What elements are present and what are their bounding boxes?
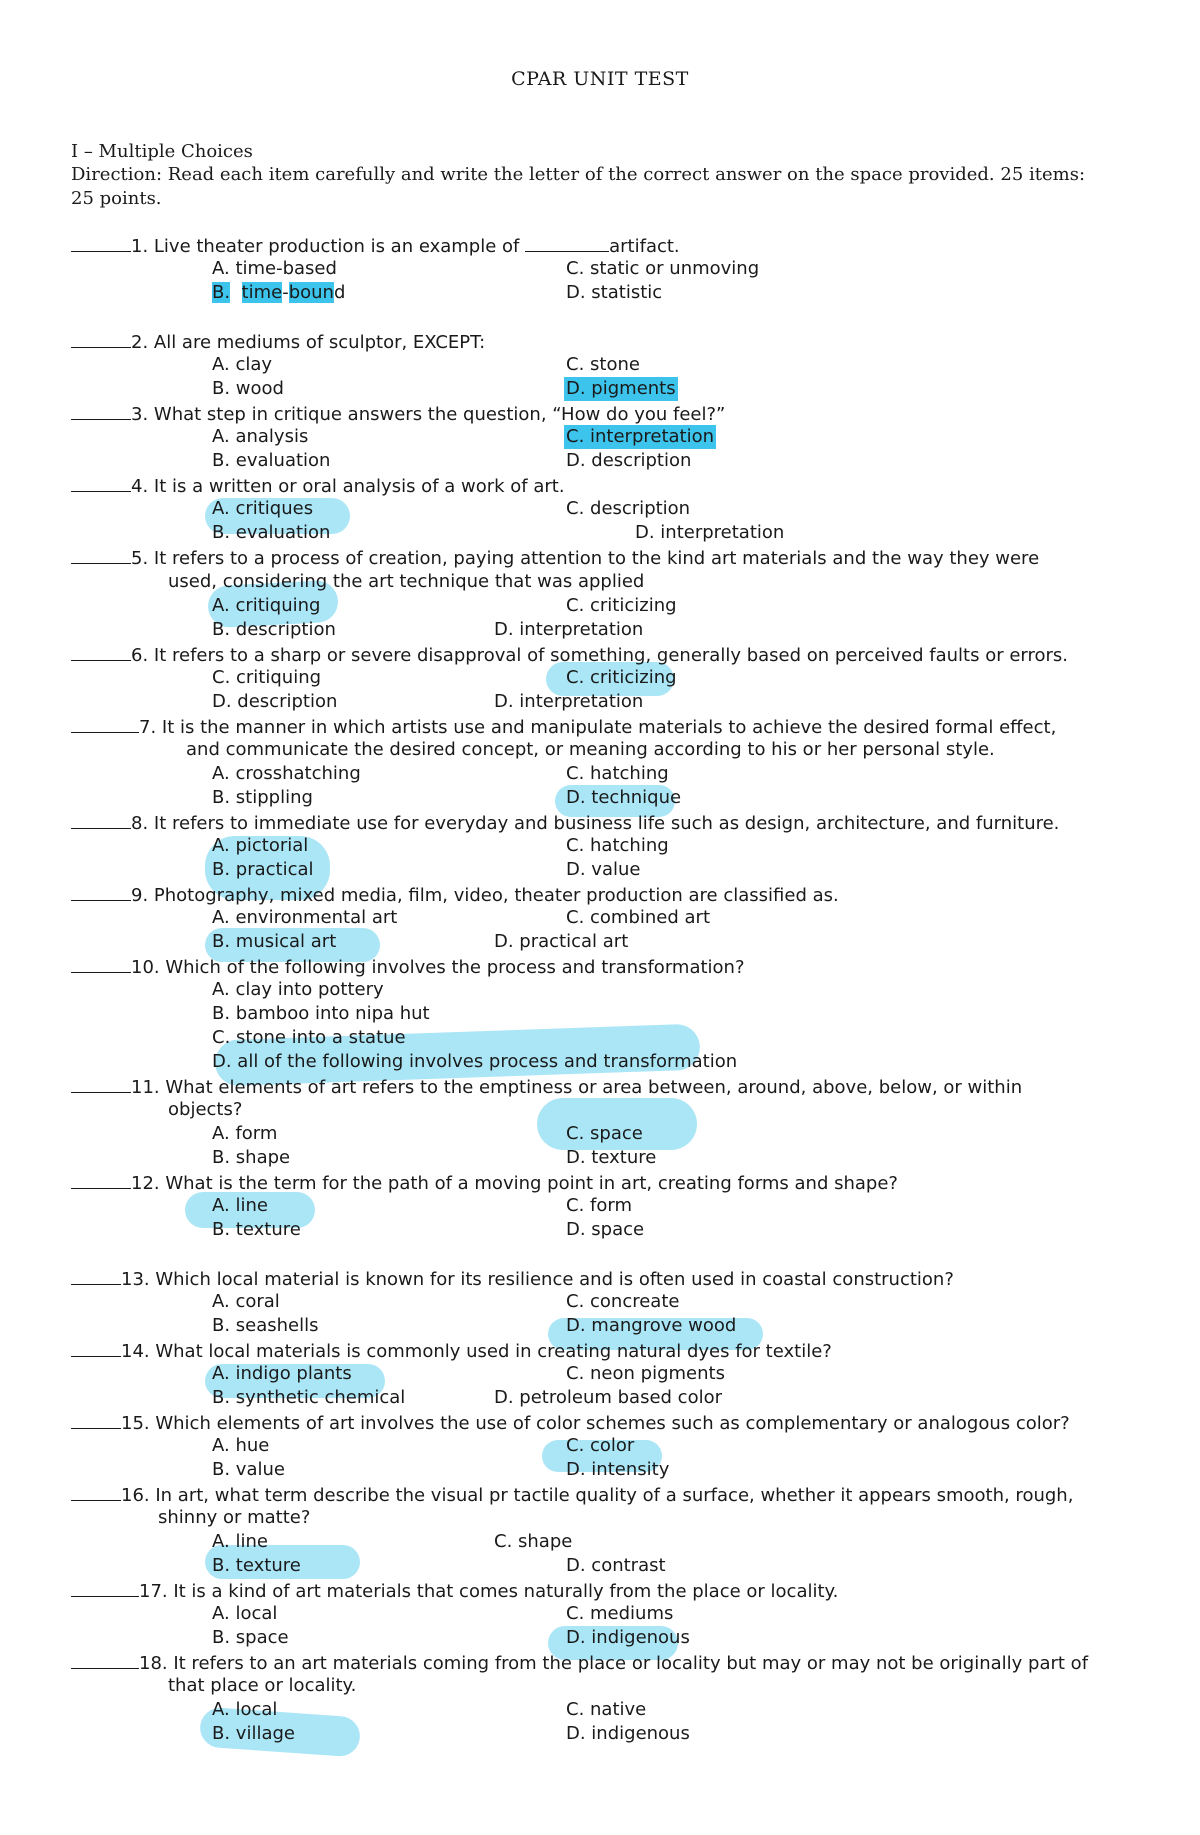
question-8 — [71, 810, 1131, 836]
question-stem: 18. It refers to an art materials coming from the place or locality but may or may not be originally part of — [139, 1653, 1089, 1674]
answer-blank[interactable] — [71, 1266, 121, 1285]
q12-option-d: D. space — [566, 1219, 645, 1240]
question-14 — [71, 1338, 1131, 1364]
q12-option-b: B. texture — [212, 1219, 301, 1240]
question-stem: 5. It refers to a process of creation, paying attention to the kind art materials and the way they were — [131, 548, 1040, 569]
q3-option-a: A. analysis — [212, 426, 309, 447]
q13-option-d: D. mangrove wood — [566, 1315, 737, 1336]
question-stem: 17. It is a kind of art materials that comes naturally from the place or locality. — [139, 1581, 839, 1602]
q5-option-d: D. interpretation — [494, 619, 644, 640]
question-stem-end: artifact. — [609, 236, 680, 257]
answer-blank[interactable] — [71, 1482, 121, 1501]
question-4 — [71, 473, 1131, 499]
q2-option-c: C. stone — [566, 354, 640, 375]
question-15 — [71, 1410, 1131, 1436]
question-stem: 10. Which of the following involves the process and transformation? — [131, 957, 745, 978]
q15-option-b: B. value — [212, 1459, 285, 1480]
q14-option-b: B. synthetic chemical — [212, 1387, 406, 1408]
answer-blank[interactable] — [71, 1170, 131, 1189]
answer-blank[interactable] — [71, 329, 131, 348]
direction-line-1: Direction: Read each item carefully and write the letter of the correct answer on the space provided. 25 items: — [71, 164, 1086, 185]
q18-option-a: A. local — [212, 1699, 278, 1720]
q3-option-d: D. description — [566, 450, 692, 471]
q3-option-c: C. interpretation — [566, 426, 715, 447]
q14-option-d: D. petroleum based color — [494, 1387, 722, 1408]
q12-option-a: A. line — [212, 1195, 268, 1216]
question-17 — [71, 1578, 1131, 1604]
q18-stem-continued: that place or locality. — [168, 1675, 357, 1696]
q5-stem-continued: used, considering the art technique that was applied — [168, 571, 645, 592]
q15-option-c: C. color — [566, 1435, 635, 1456]
q2-option-b: B. wood — [212, 378, 284, 399]
q1-option-d: D. statistic — [566, 282, 663, 303]
question-16 — [71, 1482, 1131, 1508]
q11-option-d: D. texture — [566, 1147, 657, 1168]
question-1 — [71, 233, 1131, 259]
question-stem: 11. What elements of art refers to the emptiness or area between, around, above, below, or within — [131, 1077, 1023, 1098]
q10-option-c: C. stone into a statue — [212, 1027, 406, 1048]
q8-option-b: B. practical — [212, 859, 314, 880]
q7-stem-continued: and communicate the desired concept, or meaning according to his or her personal style. — [186, 739, 995, 760]
direction-line-2: 25 points. — [71, 188, 162, 209]
q5-option-c: C. criticizing — [566, 595, 677, 616]
q18-option-c: C. native — [566, 1699, 647, 1720]
question-9 — [71, 882, 1131, 908]
answer-blank[interactable] — [71, 714, 139, 733]
q1-option-a: A. time-based — [212, 258, 337, 279]
q1-option-b: B. time-bound — [212, 282, 346, 303]
q2-option-d: D. pigments — [566, 378, 676, 399]
question-stem: 4. It is a written or oral analysis of a work of art. — [131, 476, 565, 497]
q9-option-a: A. environmental art — [212, 907, 398, 928]
q16-option-b: B. texture — [212, 1555, 301, 1576]
q8-option-d: D. value — [566, 859, 641, 880]
question-stem: 3. What step in critique answers the question, “How do you feel?” — [131, 404, 726, 425]
q5-option-b: B. description — [212, 619, 336, 640]
q17-option-d: D. indigenous — [566, 1627, 690, 1648]
q11-option-b: B. shape — [212, 1147, 291, 1168]
q18-option-b: B. village — [212, 1723, 295, 1744]
q11-option-c: C. space — [566, 1123, 643, 1144]
q13-option-c: C. concreate — [566, 1291, 680, 1312]
answer-blank[interactable] — [71, 642, 131, 661]
page-title: CPAR UNIT TEST — [511, 68, 689, 90]
question-7 — [71, 714, 1131, 740]
q7-option-b: B. stippling — [212, 787, 313, 808]
answer-blank[interactable] — [71, 1578, 139, 1597]
question-stem: 15. Which elements of art involves the use of color schemes such as complementary or analogous color? — [121, 1413, 1070, 1434]
q6-option-c: C. criticizing — [566, 667, 677, 688]
question-stem: 1. Live theater production is an example of — [131, 236, 520, 257]
question-6 — [71, 642, 1131, 668]
q8-option-a: A. pictorial — [212, 835, 309, 856]
q17-option-c: C. mediums — [566, 1603, 674, 1624]
q7-option-a: A. crosshatching — [212, 763, 361, 784]
q12-option-c: C. form — [566, 1195, 632, 1216]
answer-blank[interactable] — [71, 810, 131, 829]
q6-option-a: C. critiquing — [212, 667, 322, 688]
q16-stem-continued: shinny or matte? — [158, 1507, 311, 1528]
answer-blank[interactable] — [71, 233, 131, 252]
q9-option-d: D. practical art — [494, 931, 629, 952]
answer-blank[interactable] — [71, 1338, 121, 1357]
q15-option-d: D. intensity — [566, 1459, 670, 1480]
answer-blank[interactable] — [71, 954, 131, 973]
q10-option-a: A. clay into pottery — [212, 979, 384, 1000]
question-stem: 6. It refers to a sharp or severe disapproval of something, generally based on perceived faults or errors. — [131, 645, 1069, 666]
question-stem: 9. Photography, mixed media, film, video, theater production are classified as. — [131, 885, 839, 906]
fill-blank — [525, 233, 609, 252]
question-stem: 12. What is the term for the path of a moving point in art, creating forms and shape? — [131, 1173, 898, 1194]
q11-option-a: A. form — [212, 1123, 278, 1144]
q13-option-b: B. seashells — [212, 1315, 319, 1336]
answer-blank[interactable] — [71, 401, 131, 420]
q17-option-b: B. space — [212, 1627, 289, 1648]
question-stem: 8. It refers to immediate use for everyday and business life such as design, architecture, and furniture. — [131, 813, 1060, 834]
answer-blank[interactable] — [71, 545, 131, 564]
question-10 — [71, 954, 1131, 980]
answer-blank[interactable] — [71, 1410, 121, 1429]
q9-option-c: C. combined art — [566, 907, 710, 928]
q6-option-d: D. interpretation — [494, 691, 644, 712]
question-stem: 2. All are mediums of sculptor, EXCEPT: — [131, 332, 486, 353]
answer-blank[interactable] — [71, 1074, 131, 1093]
q17-option-a: A. local — [212, 1603, 278, 1624]
q4-option-d: D. interpretation — [635, 522, 785, 543]
question-12 — [71, 1170, 1131, 1196]
q14-option-c: C. neon pigments — [566, 1363, 725, 1384]
q6-option-b: D. description — [212, 691, 338, 712]
question-5 — [71, 545, 1131, 571]
question-2 — [71, 329, 1131, 355]
q4-option-a: A. critiques — [212, 498, 314, 519]
q3-option-b: B. evaluation — [212, 450, 331, 471]
q1-option-c: C. static or unmoving — [566, 258, 760, 279]
q14-option-a: A. indigo plants — [212, 1363, 352, 1384]
q16-option-d: D. contrast — [566, 1555, 666, 1576]
question-3 — [71, 401, 1131, 427]
question-18 — [71, 1650, 1131, 1676]
question-11 — [71, 1074, 1131, 1100]
q5-option-a: A. critiquing — [212, 595, 321, 616]
question-stem: 7. It is the manner in which artists use and manipulate materials to achieve the desired formal effect, — [139, 717, 1057, 738]
q7-option-c: C. hatching — [566, 763, 669, 784]
q11-stem-continued: objects? — [168, 1099, 243, 1120]
q16-option-c: C. shape — [494, 1531, 573, 1552]
q8-option-c: C. hatching — [566, 835, 669, 856]
question-stem: 13. Which local material is known for its resilience and is often used in coastal construction? — [121, 1269, 954, 1290]
answer-blank[interactable] — [71, 473, 131, 492]
q4-option-c: C. description — [566, 498, 691, 519]
question-13 — [71, 1266, 1131, 1292]
q10-option-d: D. all of the following involves process and transformation — [212, 1051, 738, 1072]
q2-option-a: A. clay — [212, 354, 273, 375]
answer-blank[interactable] — [71, 882, 131, 901]
q9-option-b: B. musical art — [212, 931, 337, 952]
q16-option-a: A. line — [212, 1531, 268, 1552]
q10-option-b: B. bamboo into nipa hut — [212, 1003, 430, 1024]
q13-option-a: A. coral — [212, 1291, 280, 1312]
q4-option-b: B. evaluation — [212, 522, 331, 543]
q7-option-d: D. technique — [566, 787, 682, 808]
q15-option-a: A. hue — [212, 1435, 270, 1456]
section-heading: I – Multiple Choices — [71, 141, 253, 162]
question-stem: 14. What local materials is commonly used in creating natural dyes for textile? — [121, 1341, 832, 1362]
answer-blank[interactable] — [71, 1650, 139, 1669]
question-stem: 16. In art, what term describe the visual pr tactile quality of a surface, whether it appears smooth, rough, — [121, 1485, 1074, 1506]
q18-option-d: D. indigenous — [566, 1723, 690, 1744]
